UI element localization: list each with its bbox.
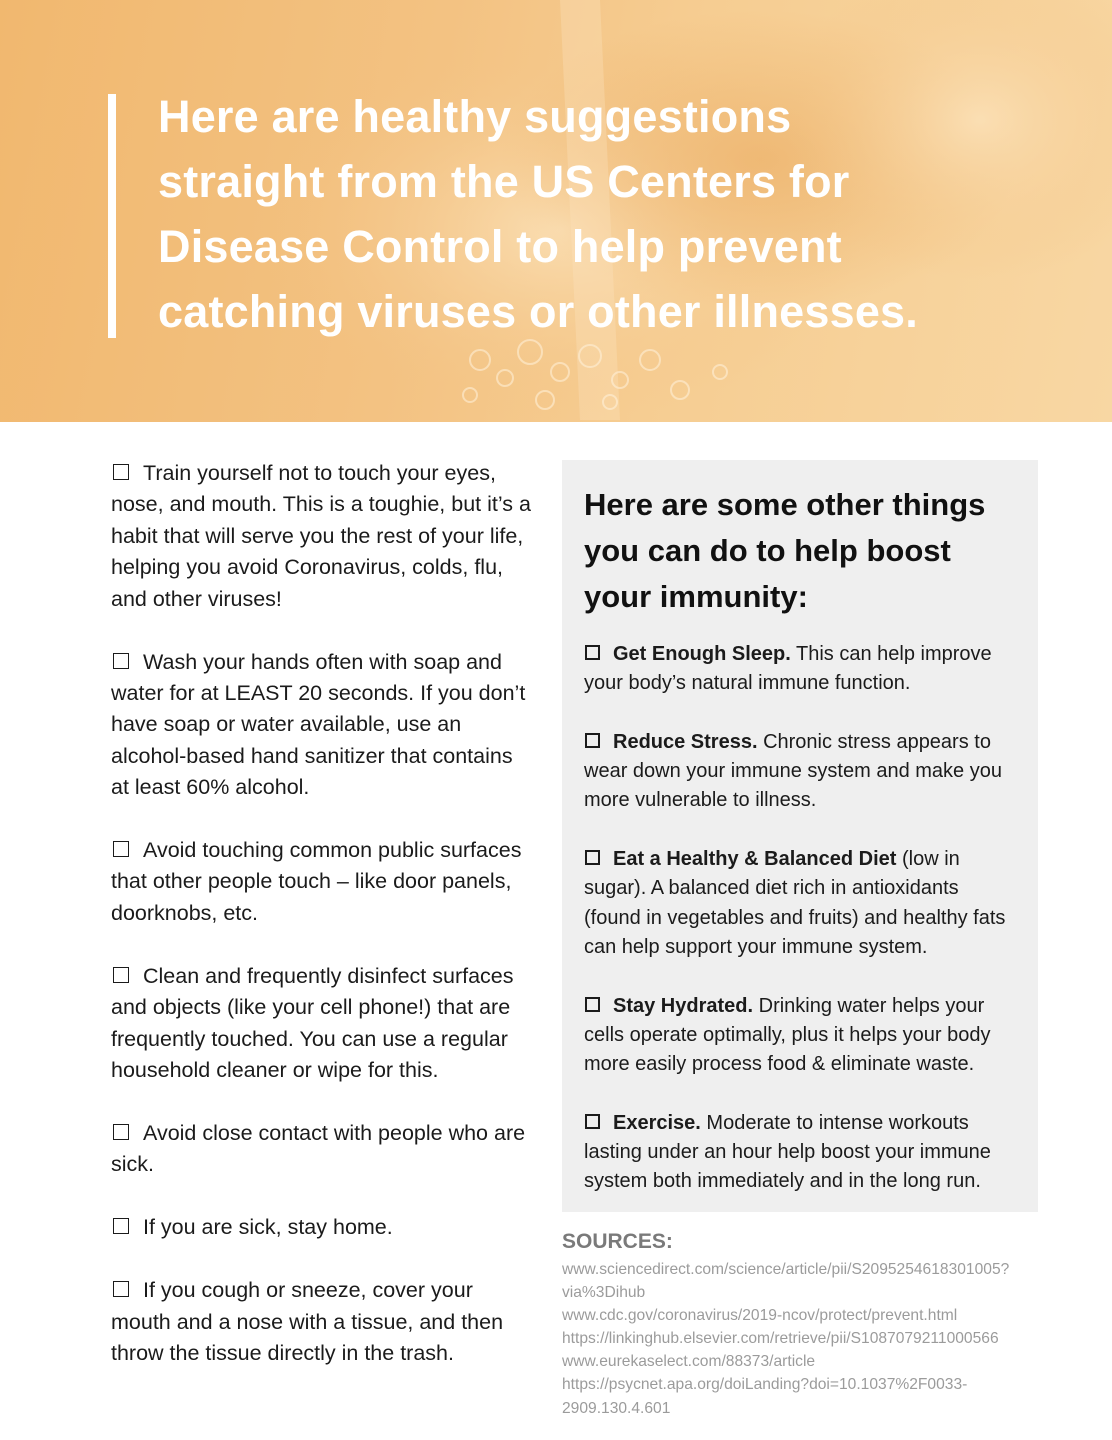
tip-item: Clean and frequently disinfect surfaces and objects (like your cell phone!) that are frequently touched. You can use a regular household cleaner or wipe for this.: [111, 963, 514, 1082]
immunity-item: Eat a Healthy & Balanced Diet (low in sugar). A balanced diet rich in antioxidants (found in vegetables and fruits) and healthy fats can help support your immune system.: [584, 848, 1006, 958]
checkbox-icon: [113, 967, 129, 983]
tip-item: If you cough or sneeze, cover your mouth and a nose with a tissue, and then throw the tissue directly in the trash.: [111, 1278, 504, 1365]
immunity-item: Reduce Stress. Chronic stress appears to wear down your immune system and make you more vulnerable to illness.: [584, 730, 1002, 812]
immunity-item: Get Enough Sleep. This can help improve your body’s natural immune function.: [584, 643, 992, 695]
tip-item: Avoid touching common public surfaces that other people touch – like door panels, doorknobs, etc.: [111, 838, 522, 925]
source-line: www.sciencedirect.com/science/article/pii/S2095254618301005?: [562, 1261, 1010, 1278]
immunity-item-heading: Reduce Stress.: [613, 730, 758, 753]
cdc-tips-list: [111, 458, 531, 1401]
immunity-item-heading: Stay Hydrated.: [613, 994, 754, 1017]
checkbox-icon: [585, 850, 600, 865]
immunity-panel: [562, 460, 1038, 1212]
source-line: www.eurekaselect.com/88373/article: [562, 1353, 816, 1371]
immunity-item-heading: Get Enough Sleep.: [613, 643, 791, 665]
checkbox-icon: [113, 653, 129, 669]
checkbox-icon: [113, 1281, 129, 1297]
immunity-item: Exercise. Moderate to intense workouts lasting under an hour help boost your immune system both immediately and in the long run.: [584, 1111, 991, 1193]
sources-section: [562, 1228, 1062, 1420]
hero-accent-bar: [108, 94, 116, 338]
checkbox-icon: [113, 841, 129, 857]
tip-item: If you are sick, stay home.: [111, 1212, 531, 1243]
checkbox-icon: [585, 645, 600, 660]
immunity-item-heading: Eat a Healthy & Balanced Diet: [613, 848, 897, 871]
immunity-item-heading: Exercise.: [613, 1111, 701, 1134]
tip-item: Avoid close contact with people who are sick.: [111, 1120, 526, 1177]
hero-title: Here are healthy suggestions straight from the US Centers for Disease Control to help prevent catching viruses or other illnesses.: [158, 91, 918, 337]
tip-item: Wash your hands often with soap and water for at LEAST 20 seconds. If you don’t have soap or water available, use an alcohol-based hand sanitizer that contains at least 60% alcohol.: [111, 649, 526, 800]
source-line: 2909.130.4.601: [562, 1399, 671, 1417]
checkbox-icon: [585, 1114, 600, 1129]
source-line: https://linkinghub.elsevier.com/retrieve/pii/S1087079211000566: [562, 1330, 999, 1348]
checkbox-icon: [585, 997, 600, 1012]
immunity-title: Here are some other things you can do to help boost your immunity:: [584, 487, 986, 614]
checkbox-icon: [585, 733, 600, 748]
source-line: https://psycnet.apa.org/doiLanding?doi=10.1037%2F0033-: [562, 1376, 968, 1394]
source-line: via%3Dihub: [562, 1284, 646, 1302]
checkbox-icon: [113, 1218, 129, 1234]
checkbox-icon: [113, 464, 129, 480]
sources-heading: SOURCES:: [562, 1230, 673, 1253]
source-line: www.cdc.gov/coronavirus/2019-ncov/protect/prevent.html: [562, 1307, 958, 1325]
tip-item: Train yourself not to touch your eyes, nose, and mouth. This is a toughie, but it’s a habit that will serve you the rest of your life, helping you avoid Coronavirus, colds, flu, and other viruses!: [111, 461, 531, 611]
hero-banner: [0, 0, 1112, 422]
immunity-item: Stay Hydrated. Drinking water helps your cells operate optimally, plus it helps your body more easily process food & eliminate waste.: [584, 994, 991, 1076]
checkbox-icon: [113, 1124, 129, 1140]
